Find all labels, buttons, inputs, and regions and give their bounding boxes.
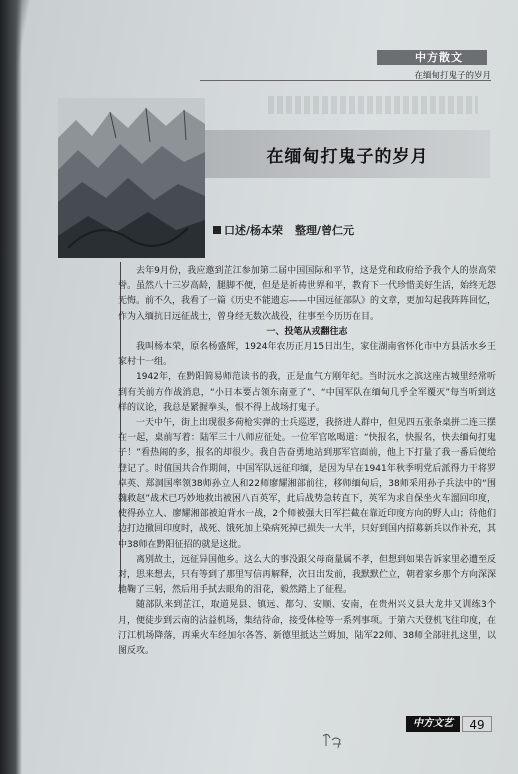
header-divider <box>200 80 491 81</box>
column-subtitle: 在缅甸打鬼子的岁月 <box>414 71 491 81</box>
byline-editor-label: 整理 <box>295 224 318 237</box>
intro-paragraph: 去年9月份，我应邀到芷江参加第二届中国国际和平节，这是党和政府给予我个人的崇高荣誉。虽然八十三岁高龄，腿脚不便，但是是祈祷世界和平，教育下一代珍惜美好生活，始终无怨无悔。前不久，我看了一篇《历史不能遗忘——中国远征部队》的文章，更加勾起我阵阵回忆，作为入缅抗日远征战士，曾身经无数次战役，往事至今历历在目。 <box>118 266 497 322</box>
byline: 口述/杨本荣 整理/曾仁元 <box>213 222 354 238</box>
section-heading: 一、投笔从戎翻往志 <box>266 326 348 337</box>
article-title: 在缅甸打鬼子的岁月 <box>266 147 429 167</box>
page-number: 49 <box>462 716 492 732</box>
article-body <box>118 264 496 720</box>
landscape-illustration <box>58 98 205 258</box>
body-paragraph: 1942年，在黔阳简易师范读书的我，正是血气方刚年纪。当时沅水之滨这座古城里经常听到有关前方作战消息，“小日本要占领东南亚了”、“中国军队在缅甸几乎全军覆灭”每当听到这样的议论，我总是紧握拳头，恨不得上战场打鬼子。 <box>118 372 496 413</box>
byline-author: 杨本荣 <box>250 224 284 237</box>
body-paragraph: 我叫杨本荣，原名杨盛辉，1924年农历正月15日出生，家住湖南省怀化市中方县活水乡王家村十一组。 <box>118 342 496 368</box>
pen-mark <box>320 730 344 752</box>
body-paragraph: 一天中午，街上出现很多荷枪实弹的士兵巡逻，我挤进人群中，但见四五张条桌拼二连三摆在一起，桌前写着：陆军三十八师应征处。一位军官吆喝道：“快报名，快报名，快去缅甸打鬼子！”看热闹的多，报名的却很少。我自告奋勇地站到那军官面前，他上下打量了我一番后便给登记了。时值国共合作期间，中国军队远征印缅，是因为早在1941年秋季明党后派得力干将罗卓英、郑洞国率领38师孙立人和22师廖耀湘部前往，移师缅甸后，38师采用孙子兵法中的“围魏救赵”战术已巧妙地救出被困八百英军，此后战势急转直下，英军为求自保坐火车溜回印度，使得孙立人、廖耀湘部被迫背水一战，2个师被强大日军拦截在靠近印度方向的野人山；待他们边打边撤回印度时，战死、饿死加上染病死掉已损失一大半，只好到国内招募新兵以作补充，其中38师在黔阳征招的就是这批。 <box>118 418 497 550</box>
book-spine-shadow <box>0 0 22 774</box>
byline-square-icon <box>213 226 221 234</box>
column-title: 中方散文 <box>415 51 463 64</box>
body-paragraph: 随部队来到芷江，取道晃县、镇远、都匀、安顺、安南，在贵州兴义县大龙井又训练3个月，便徒步到云南的沾益机场，集结待命，接受体检等一系列事项。于第六天登机飞往印度，在汀江机场降落，再乘火车经加尔各答、新德里抵达兰姆加，陆军22师、38师全部驻扎这里，以图反攻。 <box>118 600 497 657</box>
magazine-logo: 中方文艺 <box>413 718 453 729</box>
body-paragraph: 离别故土，远征异国他乡。这么大的事没跟父母商量属不孝，但想到如果告诉家里必遭至反对，思来想去，只有等到了那里写信再解释，次日出发前，我默默伫立，朝着家乡那个方向深深地鞠了三躬，然后用手拭去眼角的泪花，毅然踏上了征程。 <box>118 554 497 596</box>
show-through-text <box>268 96 478 114</box>
byline-editor: 曾仁元 <box>321 224 355 237</box>
byline-oral-label: 口述 <box>224 224 246 237</box>
